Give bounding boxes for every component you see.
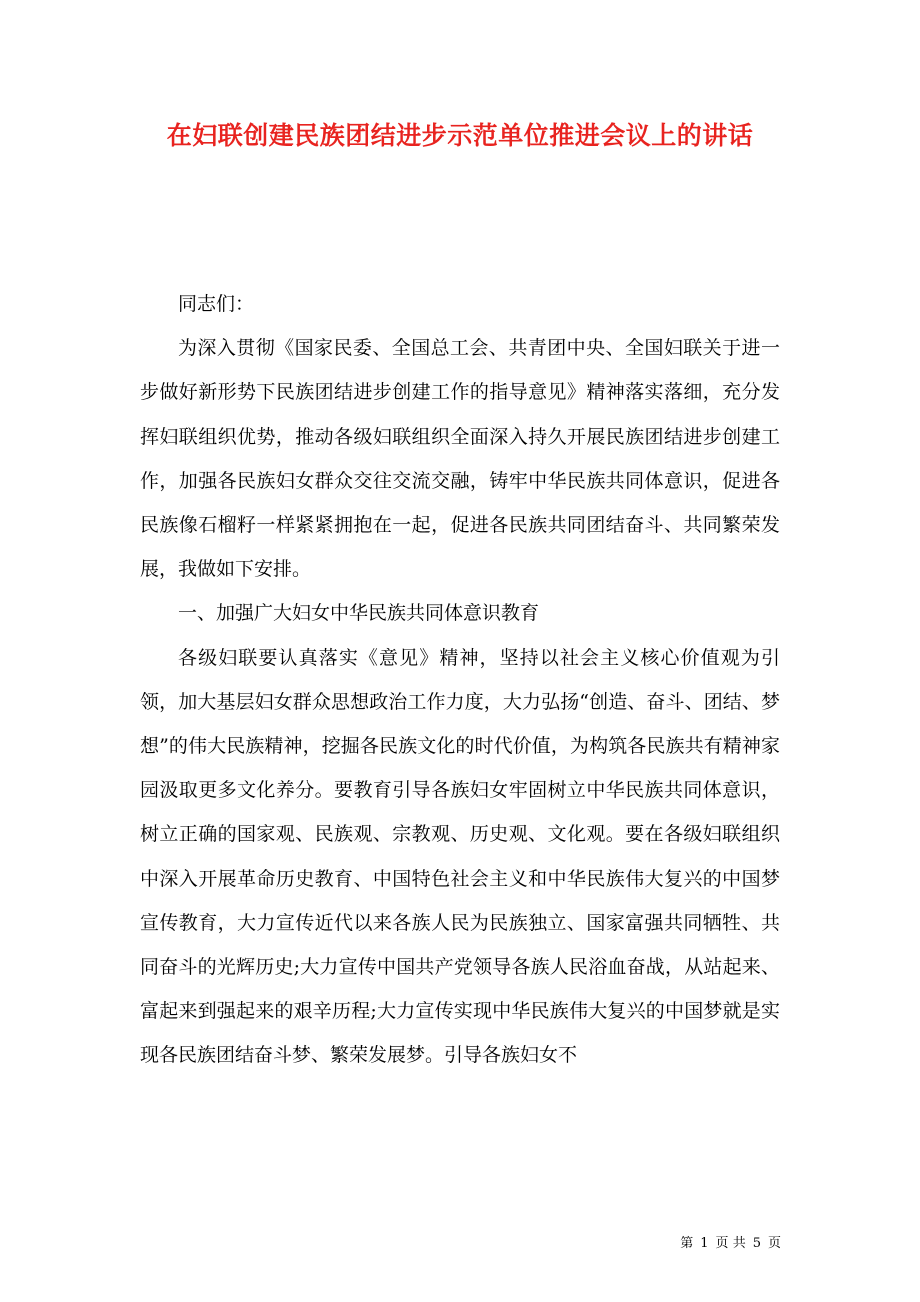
footer-page-unit: 页 (715, 1236, 729, 1251)
total-pages-number: 5 (752, 1236, 761, 1251)
intro-paragraph: 为深入贯彻《国家民委、全国总工会、共青团中央、全国妇联关于进一步做好新形势下民族团结进步创建工作的指导意见》精神落实落细，充分发挥妇联组织优势，推动各级妇联组织全面深入持久开展民族团结进步创建工作，加强各民族妇女群众交往交流交融，铸牢中华民族共同体意识，促进各民族像石榴籽一样紧紧拥抱在一起，促进各民族共同团结奋斗、共同繁荣发展，我做如下安排。 (140, 337, 780, 581)
salutation-paragraph: 同志们： (178, 293, 255, 315)
section-heading: 一、加强广大妇女中华民族共同体意识教育 (178, 602, 540, 625)
page-number-footer (680, 1234, 781, 1254)
document-title: 在妇联创建民族团结进步示范单位推进会议上的讲话 (166, 121, 754, 150)
current-page-number: 1 (700, 1236, 709, 1251)
body-paragraph: 各级妇联要认真落实《意见》精神，坚持以社会主义核心价值观为引领，加大基层妇女群众思想政治工作力度，大力弘扬“创造、奋斗、团结、梦想”的伟大民族精神，挖掘各民族文化的时代价值，为构筑各民族共有精神家园汲取更多文化养分。要教育引导各族妇女牢固树立中华民族共同体意识，树立正确的国家观、民族观、宗教观、历史观、文化观。要在各级妇联组织中深入开展革命历史教育、中国特色社会主义和中华民族伟大复兴的中国梦宣传教育，大力宣传近代以来各族人民为民族独立、国家富强共同牺牲、共同奋斗的光辉历史;大力宣传中国共产党领导各族人民浴血奋战，从站起来、富起来到强起来的艰辛历程;大力宣传实现中华民族伟大复兴的中国梦就是实现各民族团结奋斗梦、繁荣发展梦。引导各族妇女不 (140, 646, 780, 1067)
footer-suffix: 页 (767, 1236, 781, 1251)
footer-total-prefix: 共 (732, 1236, 746, 1251)
footer-prefix: 第 (680, 1236, 694, 1251)
document-body (140, 282, 780, 1078)
